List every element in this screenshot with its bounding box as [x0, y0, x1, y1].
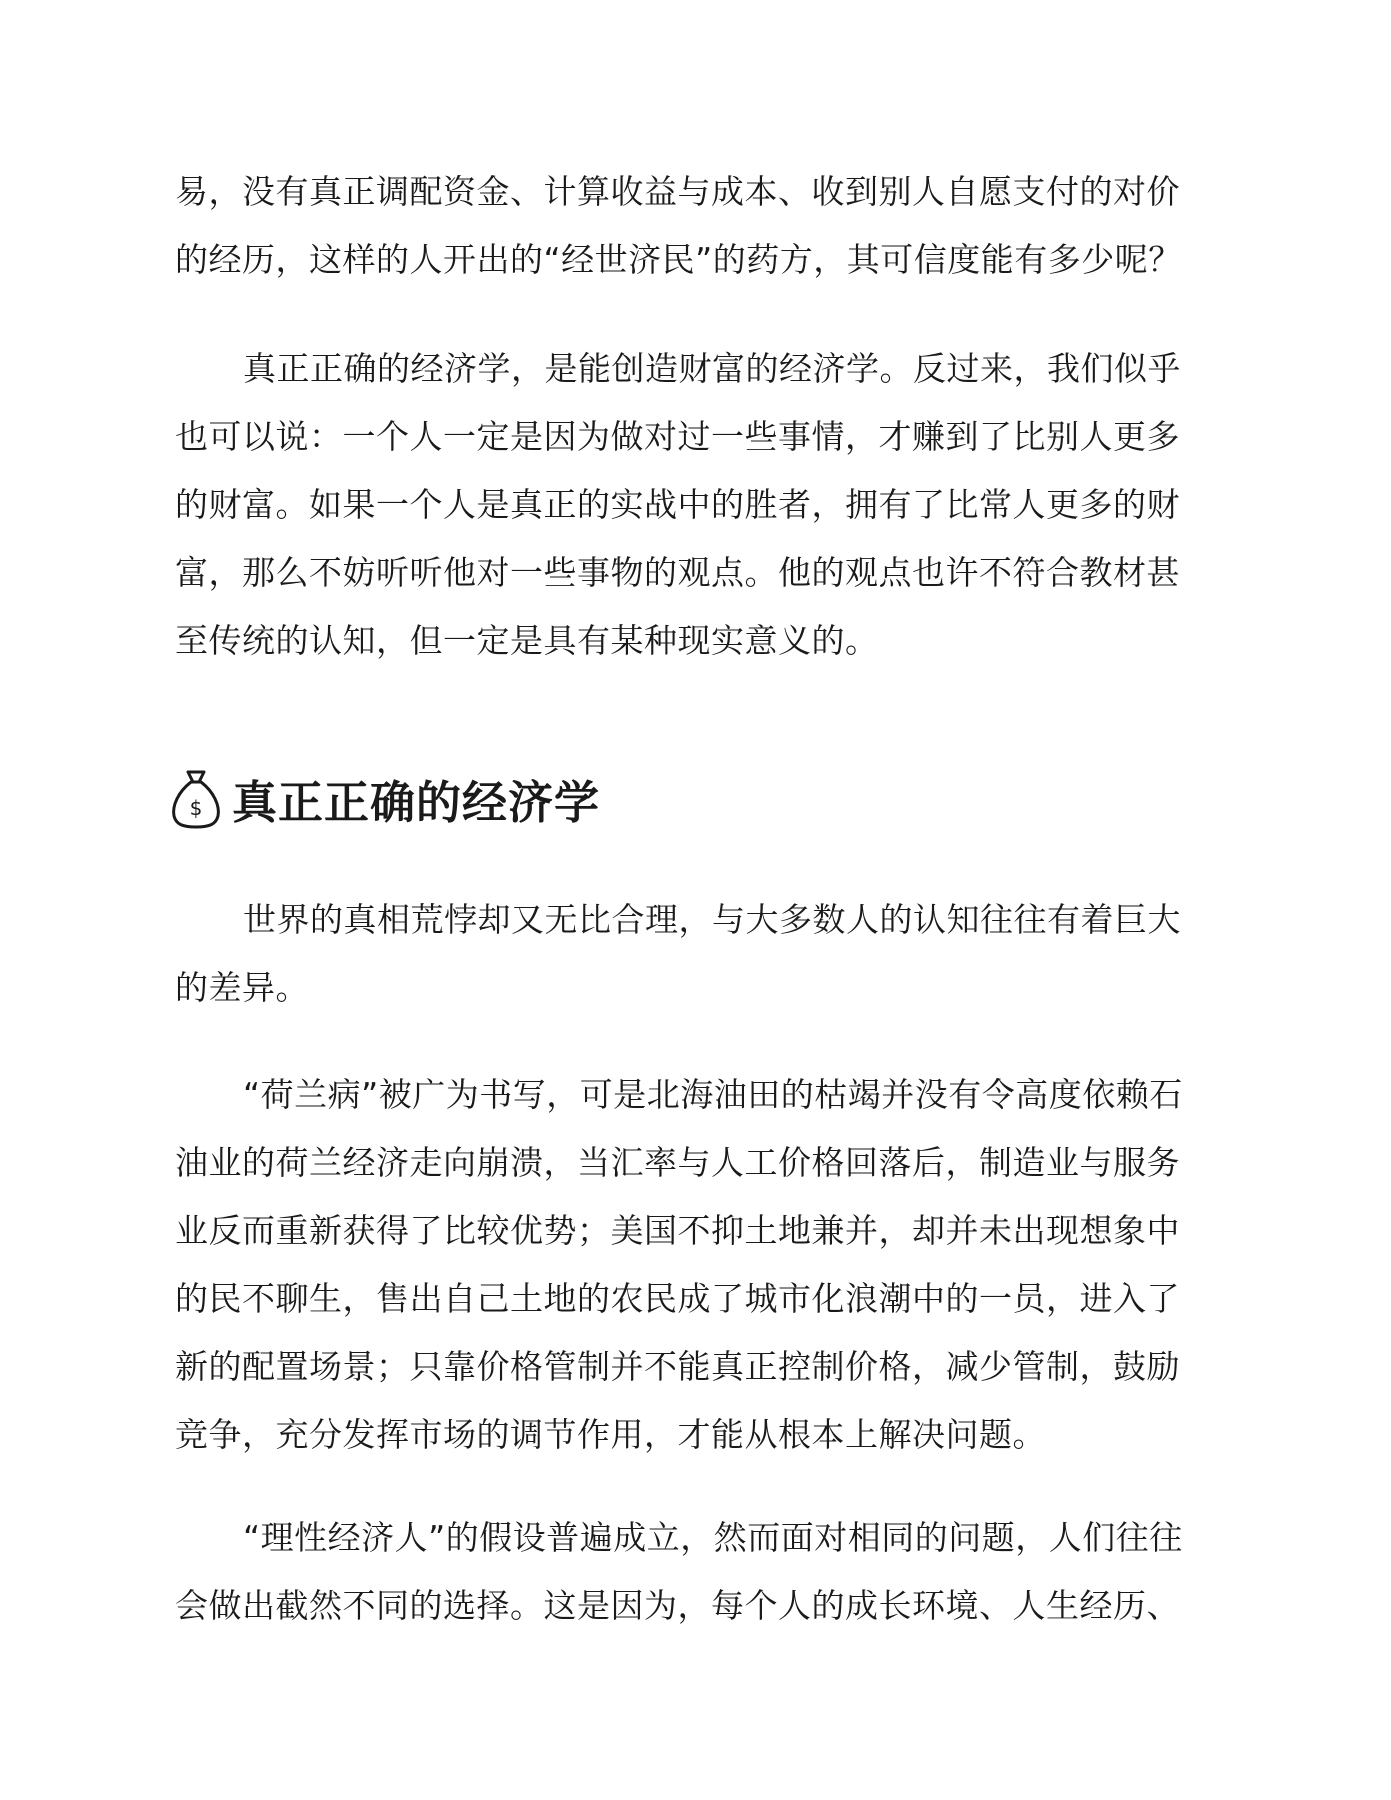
paragraph-line: 竞争，充分发挥市场的调节作用，才能从根本上解决问题。 — [175, 1415, 1046, 1454]
paragraph-line: 油业的荷兰经济走向崩溃，当汇率与人工价格回落后，制造业与服务 — [175, 1143, 1180, 1182]
paragraph-line: 也可以说：一个人一定是因为做对过一些事情，才赚到了比别人更多 — [175, 417, 1180, 456]
paragraph-line: 真正正确的经济学，是能创造财富的经济学。反过来，我们似乎 — [243, 349, 1181, 388]
paragraph-5 — [175, 1504, 1205, 1640]
paragraph-line: “理性经济人”的假设普遍成立，然而面对相同的问题，人们往往 — [243, 1518, 1183, 1557]
money-bag-icon — [170, 766, 222, 830]
paragraph-line: 的民不聊生，售出自己土地的农民成了城市化浪潮中的一员，进入了 — [175, 1279, 1180, 1318]
paragraph-3 — [175, 886, 1205, 1022]
paragraph-line: 世界的真相荒悖却又无比合理，与大多数人的认知往往有着巨大 — [243, 900, 1181, 939]
paragraph-line: 会做出截然不同的选择。这是因为，每个人的成长环境、人生经历、 — [175, 1586, 1180, 1625]
paragraph-line: “荷兰病”被广为书写，可是北海油田的枯竭并没有令高度依赖石 — [243, 1075, 1183, 1114]
paragraph-line: 的经历，这样的人开出的“经世济民”的药方，其可信度能有多少呢？ — [175, 240, 1182, 279]
svg-text:$: $ — [189, 796, 203, 820]
paragraph-line: 至传统的认知，但一定是具有某种现实意义的。 — [175, 621, 879, 660]
paragraph-line: 易，没有真正调配资金、计算收益与成本、收到别人自愿支付的对价 — [175, 172, 1180, 211]
section-heading — [170, 758, 600, 838]
paragraph-line: 的差异。 — [175, 968, 309, 1007]
paragraph-line: 富，那么不妨听听他对一些事物的观点。他的观点也许不符合教材甚 — [175, 553, 1180, 592]
paragraph-line: 新的配置场景；只靠价格管制并不能真正控制价格，减少管制，鼓励 — [175, 1347, 1180, 1386]
section-heading-text: 真正正确的经济学 — [232, 775, 601, 829]
paragraph-1 — [175, 158, 1205, 294]
paragraph-2 — [175, 335, 1205, 675]
paragraph-line: 的财富。如果一个人是真正的实战中的胜者，拥有了比常人更多的财 — [175, 485, 1180, 524]
paragraph-line: 业反而重新获得了比较优势；美国不抑土地兼并，却并未出现想象中 — [175, 1211, 1180, 1250]
paragraph-4 — [175, 1061, 1205, 1469]
